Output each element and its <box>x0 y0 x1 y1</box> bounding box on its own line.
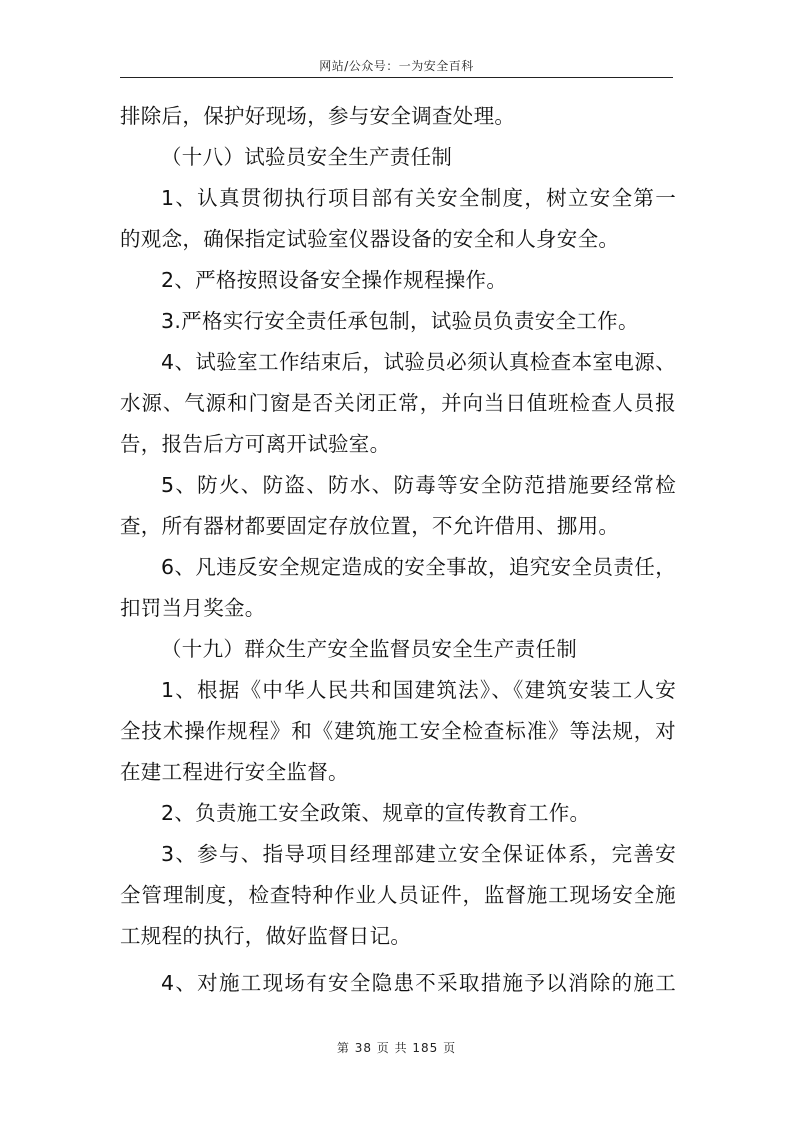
paragraph-line: 5、防火、防盗、防水、防毒等安全防范措施要经常检 <box>161 473 676 497</box>
paragraph-line: 1、认真贯彻执行项目部有关安全制度，树立安全第一 <box>161 186 676 210</box>
paragraph-line: 4、对施工现场有安全隐患不采取措施予以消除的施工 <box>161 971 676 995</box>
section-heading-18: （十八）试验员安全生产责任制 <box>161 145 453 169</box>
page-number: 第 38 页 共 185 页 <box>336 1041 457 1055</box>
header-text: 网站/公众号：一为安全百科 <box>319 59 474 73</box>
paragraph-line: 工规程的执行，做好监督日记。 <box>120 924 412 948</box>
paragraph-line: 2、负责施工安全政策、规章的宣传教育工作。 <box>161 801 591 825</box>
paragraph-line: 3.严格实行安全责任承包制，试验员负责安全工作。 <box>161 309 639 333</box>
paragraph-line: 全技术操作规程》和《建筑施工安全检查标准》等法规，对 <box>120 719 676 743</box>
page-header <box>120 0 673 78</box>
paragraph-line: 3、参与、指导项目经理部建立安全保证体系，完善安 <box>161 842 676 866</box>
paragraph-line: 扣罚当月奖金。 <box>120 596 266 620</box>
paragraph-line: 4、试验室工作结束后，试验员必须认真检查本室电源、 <box>161 350 676 374</box>
paragraph-line: 的观念，确保指定试验室仪器设备的安全和人身安全。 <box>120 227 620 251</box>
paragraph-line: 1、根据《中华人民共和国建筑法》、《建筑安装工人安 <box>161 678 676 702</box>
paragraph-line: 查，所有器材都要固定存放位置，不允许借用、挪用。 <box>120 514 620 538</box>
paragraph-line: 2、严格按照设备安全操作规程操作。 <box>161 268 508 292</box>
paragraph-line: 全管理制度，检查特种作业人员证件，监督施工现场安全施 <box>120 883 676 907</box>
paragraph-line: 排除后，保护好现场，参与安全调查处理。 <box>120 104 516 128</box>
paragraph-line: 在建工程进行安全监督。 <box>120 760 349 784</box>
paragraph-line: 告，报告后方可离开试验室。 <box>120 432 391 456</box>
section-heading-19: （十九）群众生产安全监督员安全生产责任制 <box>161 637 577 661</box>
paragraph-line: 6、凡违反安全规定造成的安全事故，追究安全员责任， <box>161 555 676 579</box>
document-body <box>120 96 676 1004</box>
paragraph-line: 水源、气源和门窗是否关闭正常，并向当日值班检查人员报 <box>120 391 676 415</box>
